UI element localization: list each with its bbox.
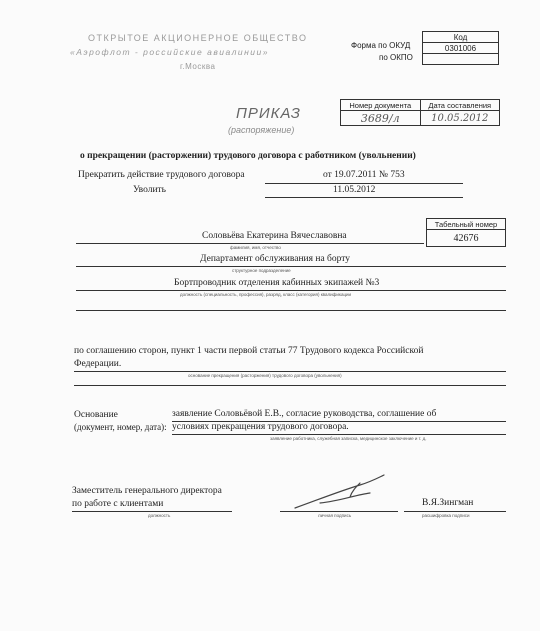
employee-name-caption: фамилия, имя, отчество — [230, 245, 281, 250]
basis-label: Основание — [74, 410, 118, 420]
terminate-value: от 19.07.2011 № 753 — [323, 170, 405, 180]
order-subtitle: (распоряжение) — [228, 125, 295, 135]
basis-label-sub: (документ, номер, дата): — [74, 422, 167, 432]
basis-line1: заявление Соловьёвой Е.В., согласие руководства, соглашение об — [172, 409, 437, 419]
codes-table — [422, 31, 499, 65]
tab-number-header: Табельный номер — [427, 219, 506, 230]
employee-position: Бортпроводник отделения кабинных экипажей №3 — [174, 278, 380, 288]
tab-number-value: 42676 — [427, 230, 506, 247]
tab-number-table — [426, 218, 506, 247]
dismiss-label: Уволить — [133, 185, 167, 195]
signer-position-line2: по работе с клиентами — [72, 499, 164, 509]
employee-name: Соловьёва Екатерина Вячеславовна — [202, 231, 347, 241]
terminate-label: Прекратить действие трудового договора — [78, 170, 245, 180]
doc-date-value: 10.05.2012 — [420, 111, 500, 126]
okud-value: 0301006 — [423, 43, 499, 54]
signer-position-line1: Заместитель генерального директора — [72, 486, 222, 496]
codes-header: Код — [423, 32, 499, 43]
basis-line2: условиях прекращения трудового договора. — [172, 422, 349, 432]
grounds-line1: по соглашению сторон, пункт 1 части первой статьи 77 Трудового кодекса Российской — [74, 346, 424, 356]
grounds-line2: Федерации. — [74, 359, 122, 369]
order-number-table — [340, 99, 500, 126]
doc-date-header: Дата составления — [420, 100, 500, 111]
signature-scribble — [290, 473, 400, 513]
grounds-caption: основание прекращения (расторжения) трудового договора (увольнения) — [188, 373, 342, 378]
order-title: ПРИКАЗ — [236, 105, 301, 122]
okud-label: Форма по ОКУД — [351, 41, 411, 50]
doc-number-value: 3689/л — [341, 111, 421, 126]
sign-caption: личная подпись — [318, 513, 352, 518]
signer-position-caption: должность — [148, 513, 171, 518]
employee-department: Департамент обслуживания на борту — [200, 254, 351, 264]
dismiss-value: 11.05.2012 — [333, 185, 376, 195]
doc-number-header: Номер документа — [341, 100, 421, 111]
employee-position-caption: должность (специальность, профессия), разряд, класс (категория) квалификации — [180, 292, 352, 297]
org-name: ОТКРЫТОЕ АКЦИОНЕРНОЕ ОБЩЕСТВО — [88, 33, 308, 43]
okpo-value — [423, 54, 499, 65]
signer-name-caption: расшифровка подписи — [422, 513, 470, 518]
employee-department-caption: структурное подразделение — [232, 268, 291, 273]
org-city: г.Москва — [180, 62, 216, 71]
org-subname: «Аэрофлот - российские авиалинии» — [70, 47, 269, 57]
order-about: о прекращении (расторжении) трудового договора с работником (увольнении) — [80, 151, 416, 161]
basis-caption: заявление работника, служебная записка, медицинское заключение и т. д. — [270, 436, 427, 441]
signer-name: В.Я.Зингман — [422, 498, 474, 508]
okpo-label: по ОКПО — [379, 53, 413, 62]
